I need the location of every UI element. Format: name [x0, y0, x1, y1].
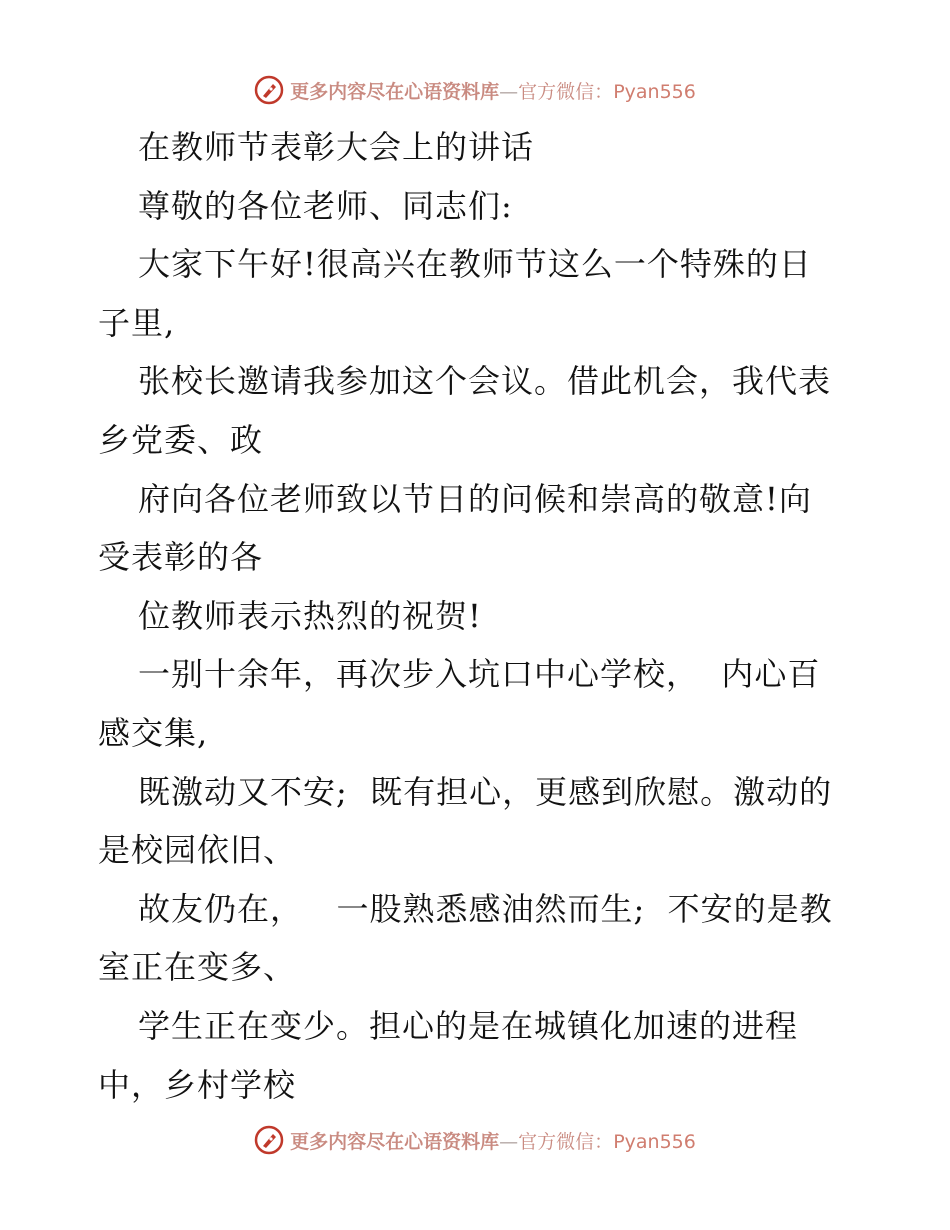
paragraph-line: 受表彰的各 [98, 538, 264, 577]
watermark-main: 更多内容尽在心语资料库 [290, 80, 500, 103]
paragraph-line: 是校园依旧、 [98, 831, 297, 870]
paragraph-line: 感交集, [98, 713, 209, 752]
document-title: 在教师节表彰大会上的讲话 [138, 128, 535, 166]
paragraph-line: 学生正在变少。担心的是在城镇化加速的进程 [138, 1006, 799, 1045]
paragraph-line: 中，乡村学校 [98, 1065, 297, 1104]
watermark-text [290, 77, 696, 104]
paragraph-line: 张校长邀请我参加这个会议。借此机会，我代表 [138, 362, 832, 401]
pen-nib-circle-icon [254, 1125, 284, 1155]
paragraph-line: 大家下午好!很高兴在教师节这么一个特殊的日 [138, 245, 812, 284]
pen-nib-circle-icon [254, 75, 284, 105]
salutation: 尊敬的各位老师、同志们: [138, 186, 513, 225]
watermark-wechat-id: Pyan556 [613, 80, 696, 103]
watermark-separator: — [499, 1130, 519, 1153]
document-body [98, 118, 858, 1114]
header-watermark [0, 70, 950, 110]
paragraph-line: 乡党委、政 [98, 420, 264, 459]
watermark-wechat-label: 官方微信： [518, 80, 614, 103]
watermark-main: 更多内容尽在心语资料库 [290, 1130, 500, 1153]
watermark-separator: — [499, 80, 519, 103]
paragraph-line: 府向各位老师致以节日的问候和崇高的敬意!向 [138, 479, 812, 518]
paragraph-line: 故友仍在， 一股熟悉感油然而生; 不安的是教 [138, 889, 833, 928]
watermark-wechat-id: Pyan556 [613, 1130, 696, 1153]
paragraph-line: 子里, [98, 303, 176, 342]
paragraph-line: 位教师表示热烈的祝贺! [138, 596, 482, 635]
watermark-wechat-label: 官方微信： [518, 1130, 614, 1153]
watermark-text [290, 1127, 696, 1154]
paragraph-line: 一别十余年，再次步入坑口中心学校， 内心百 [138, 655, 821, 694]
paragraph-line: 室正在变多、 [98, 948, 297, 987]
footer-watermark [0, 1120, 950, 1160]
paragraph-line: 既激动又不安; 既有担心，更感到欣慰。激动的 [138, 772, 833, 811]
